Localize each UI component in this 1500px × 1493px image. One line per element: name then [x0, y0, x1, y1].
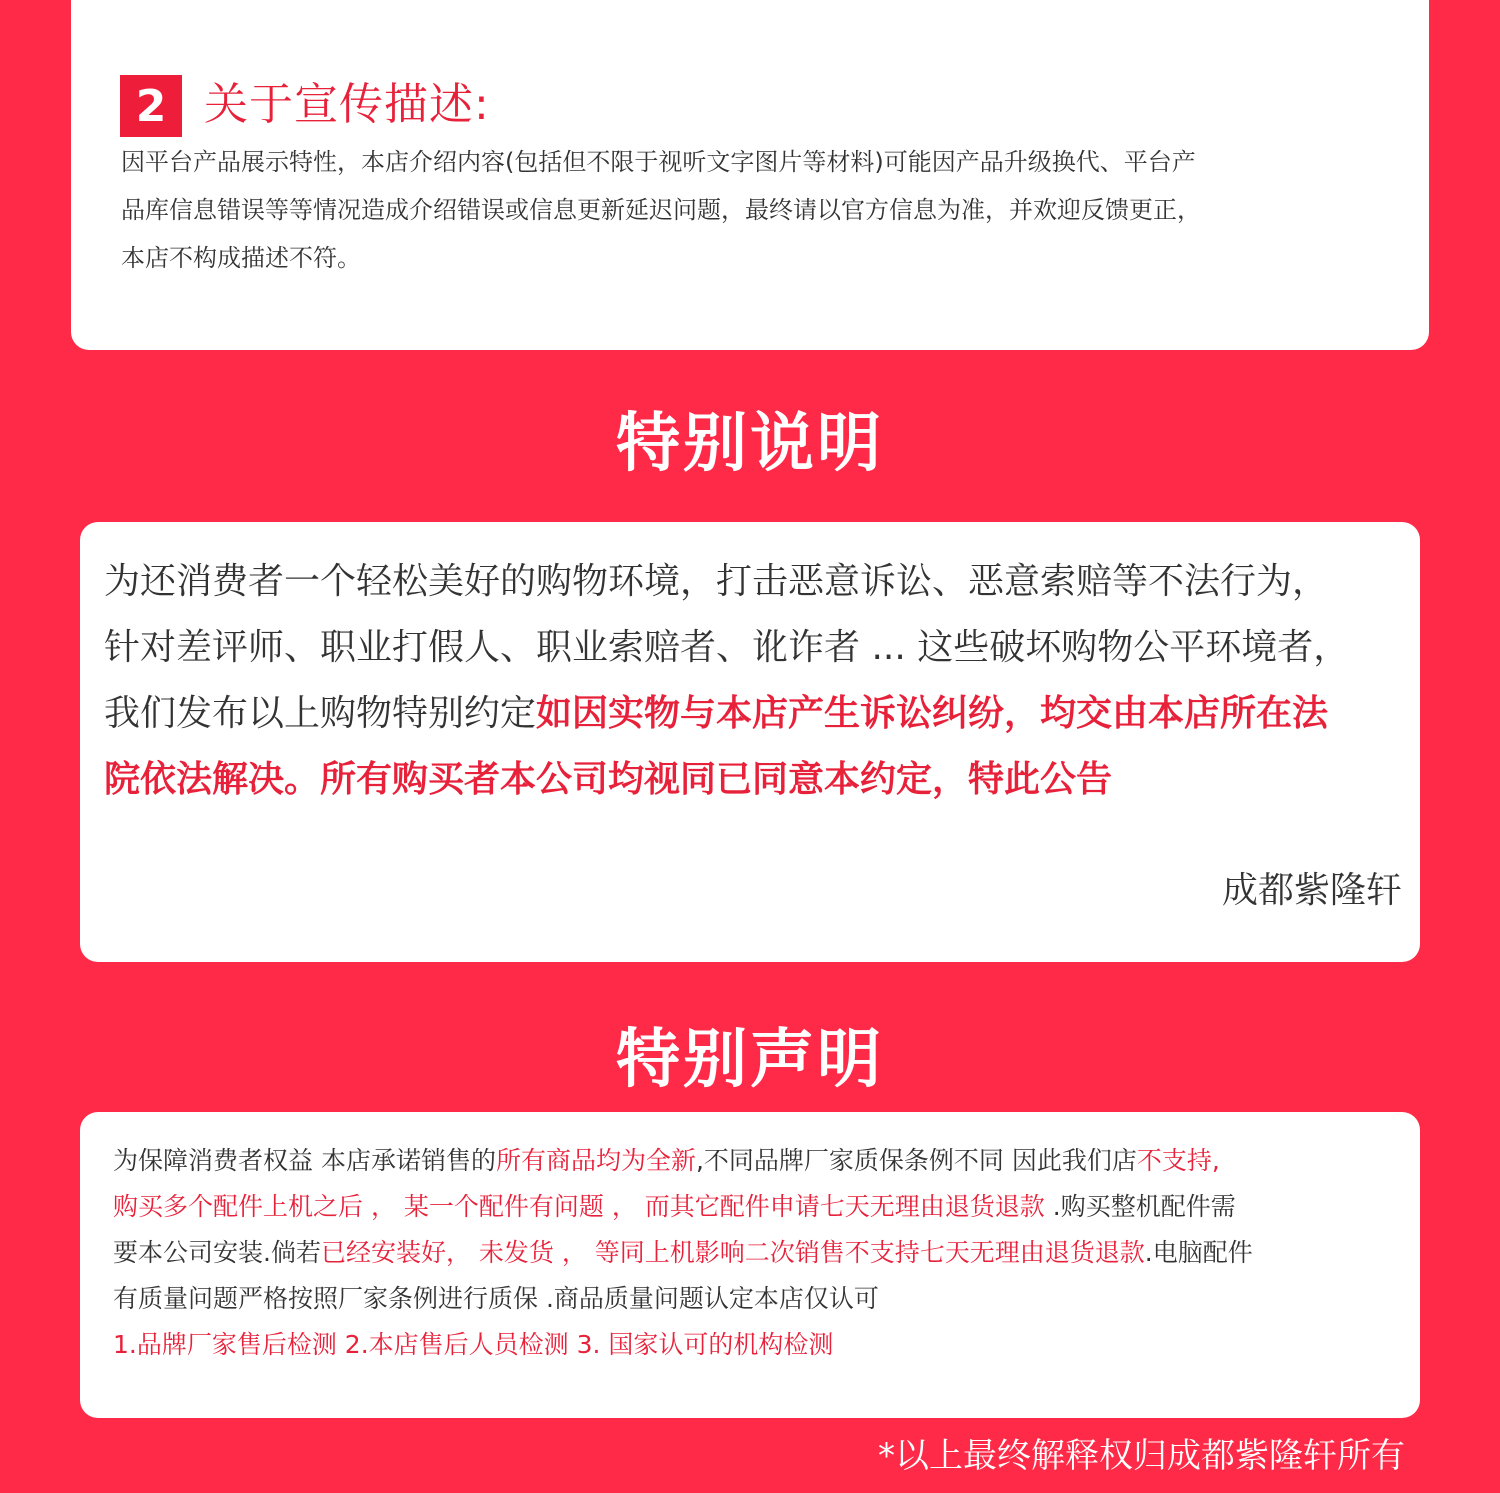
special-note-highlight-line: 院依法解决。所有购买者本公司均视同已同意本约定，特此公告 — [104, 759, 1113, 800]
special-note-line — [104, 681, 1409, 747]
section-title: 关于宣传描述: — [204, 79, 490, 130]
footnote: *以上最终解释权归成都紫隆轩所有 — [878, 1436, 1405, 1476]
statement-text: 为保障消费者权益 本店承诺销售的 — [113, 1146, 496, 1175]
statement-text: .电脑配件 — [1144, 1238, 1253, 1267]
statement-line: 1.品牌厂家售后检测 2.本店售后人员检测 3. 国家认可的机构检测 — [113, 1330, 834, 1359]
special-note-line: 为还消费者一个轻松美好的购物环境，打击恶意诉讼、恶意索赔等不法行为， — [104, 561, 1329, 602]
section-body-line: 本店不构成描述不符。 — [121, 244, 361, 272]
about-promotion-card — [71, 0, 1429, 350]
signature: 成都紫隆轩 — [1221, 870, 1402, 911]
special-note-line: 针对差评师、职业打假人、职业索赔者、讹诈者 ... 这些破坏购物公平环境者， — [104, 627, 1350, 668]
statement-highlight: 已经安装好， 未发货 ， 等同上机影响二次销售不支持七天无理由退货退款 — [320, 1238, 1145, 1267]
special-note-plain-text: 我们发布以上购物特别约定 — [104, 693, 537, 734]
statement-text: 要本公司安装.倘若 — [113, 1238, 321, 1267]
section-body — [121, 138, 1381, 282]
statement-line: 有质量问题严格按照厂家条例进行质保 .商品质量问题认定本店仅认可 — [113, 1284, 879, 1313]
statement-highlight: 不支持, — [1136, 1146, 1220, 1175]
special-statement-heading: 特别声明 — [616, 1023, 884, 1097]
statement-line — [113, 1138, 1403, 1184]
statement-text: ,不同品牌厂家质保条例不同 因此我们店 — [695, 1146, 1137, 1175]
statement-highlight: 购买多个配件上机之后 ， 某一个配件有问题 ， 而其它配件申请七天无理由退货退款 — [113, 1192, 1045, 1221]
statement-line — [113, 1230, 1403, 1276]
special-note-card — [80, 522, 1420, 962]
special-statement-body — [113, 1138, 1403, 1368]
statement-text: .购买整机配件需 — [1044, 1192, 1236, 1221]
special-statement-card — [80, 1112, 1420, 1418]
section-number-badge: 2 — [120, 75, 182, 137]
section-body-line: 品库信息错误等等情况造成介绍错误或信息更新延迟问题，最终请以官方信息为准，并欢迎反馈更正， — [121, 196, 1201, 224]
special-note-body — [104, 549, 1409, 813]
special-note-heading: 特别说明 — [616, 407, 884, 481]
statement-line — [113, 1184, 1403, 1230]
statement-highlight: 所有商品均为全新 — [495, 1146, 696, 1175]
section-body-line: 因平台产品展示特性，本店介绍内容(包括但不限于视听文字图片等材料)可能因产品升级换代、平台产 — [121, 148, 1196, 176]
special-note-highlight: 如因实物与本店产生诉讼纠纷，均交由本店所在法 — [536, 693, 1329, 734]
